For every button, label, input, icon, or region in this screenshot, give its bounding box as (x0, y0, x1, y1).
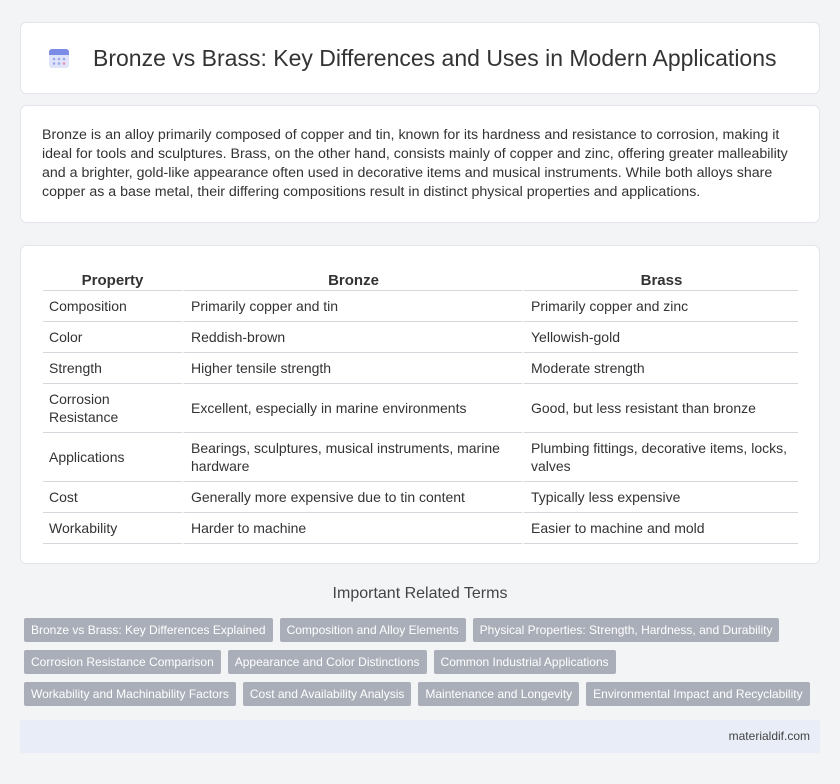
header-brass: Brass (522, 268, 798, 291)
row-property: Cost (43, 482, 182, 513)
row-brass: Good, but less resistant than bronze (522, 384, 798, 433)
row-property: Workability (43, 513, 182, 544)
row-bronze: Excellent, especially in marine environments (182, 384, 522, 433)
intro-card (20, 105, 820, 223)
tag-row (24, 650, 824, 674)
row-property: Composition (43, 291, 182, 322)
row-brass: Moderate strength (522, 353, 798, 384)
related-terms-title: Important Related Terms (332, 585, 508, 602)
related-tag[interactable]: Environmental Impact and Recyclability (586, 682, 809, 706)
related-tag[interactable]: Workability and Machinability Factors (24, 682, 236, 706)
tag-row (24, 618, 824, 642)
row-property: Corrosion Resistance (43, 384, 182, 433)
page-title: Bronze vs Brass: Key Differences and Uses in Modern Applications (93, 44, 777, 71)
row-brass: Easier to machine and mold (522, 513, 798, 544)
table-row (43, 482, 798, 513)
header-card (20, 22, 820, 94)
row-bronze: Generally more expensive due to tin content (182, 482, 522, 513)
row-brass: Yellowish-gold (522, 322, 798, 353)
related-tag[interactable]: Bronze vs Brass: Key Differences Explained (24, 618, 273, 642)
row-bronze: Primarily copper and tin (182, 291, 522, 322)
row-bronze: Harder to machine (182, 513, 522, 544)
related-tag[interactable]: Maintenance and Longevity (418, 682, 579, 706)
related-tag[interactable]: Corrosion Resistance Comparison (24, 650, 221, 674)
intro-paragraph: Bronze is an alloy primarily composed of copper and tin, known for its hardness and resistance to corrosion, making it ideal for tools and sculptures. Brass, on the other hand, consists mainly of copper and zinc, offering greater malleability and a brighter, gold-like appearance often used in decorative items and musical instruments. While both alloys share copper as a base metal, their differing compositions result in distinct physical properties and applications. (42, 127, 788, 200)
related-tag[interactable]: Cost and Availability Analysis (243, 682, 412, 706)
table-header-row (43, 268, 798, 291)
related-tag[interactable]: Appearance and Color Distinctions (228, 650, 427, 674)
row-bronze: Bearings, sculptures, musical instruments, marine hardware (182, 433, 522, 482)
header-bronze: Bronze (182, 268, 522, 291)
tag-row (24, 682, 824, 706)
footer-site[interactable]: materialdif.com (728, 729, 810, 743)
row-property: Color (43, 322, 182, 353)
table-row (43, 291, 798, 322)
row-brass: Plumbing fittings, decorative items, locks, valves (522, 433, 798, 482)
table-row (43, 384, 798, 433)
related-tag[interactable]: Common Industrial Applications (434, 650, 616, 674)
row-brass: Typically less expensive (522, 482, 798, 513)
footer (20, 720, 820, 753)
row-property: Applications (43, 433, 182, 482)
table-row (43, 433, 798, 482)
related-tags (24, 618, 824, 714)
table-row (43, 513, 798, 544)
row-bronze: Reddish-brown (182, 322, 522, 353)
related-tag[interactable]: Physical Properties: Strength, Hardness, and Durability (473, 618, 780, 642)
table-row (43, 322, 798, 353)
comparison-table-card (20, 245, 820, 564)
comparison-table (43, 268, 798, 544)
row-bronze: Higher tensile strength (182, 353, 522, 384)
header-property: Property (43, 268, 182, 291)
table-row (43, 353, 798, 384)
row-property: Strength (43, 353, 182, 384)
related-tag[interactable]: Composition and Alloy Elements (280, 618, 466, 642)
row-brass: Primarily copper and zinc (522, 291, 798, 322)
calendar-icon (47, 46, 71, 70)
